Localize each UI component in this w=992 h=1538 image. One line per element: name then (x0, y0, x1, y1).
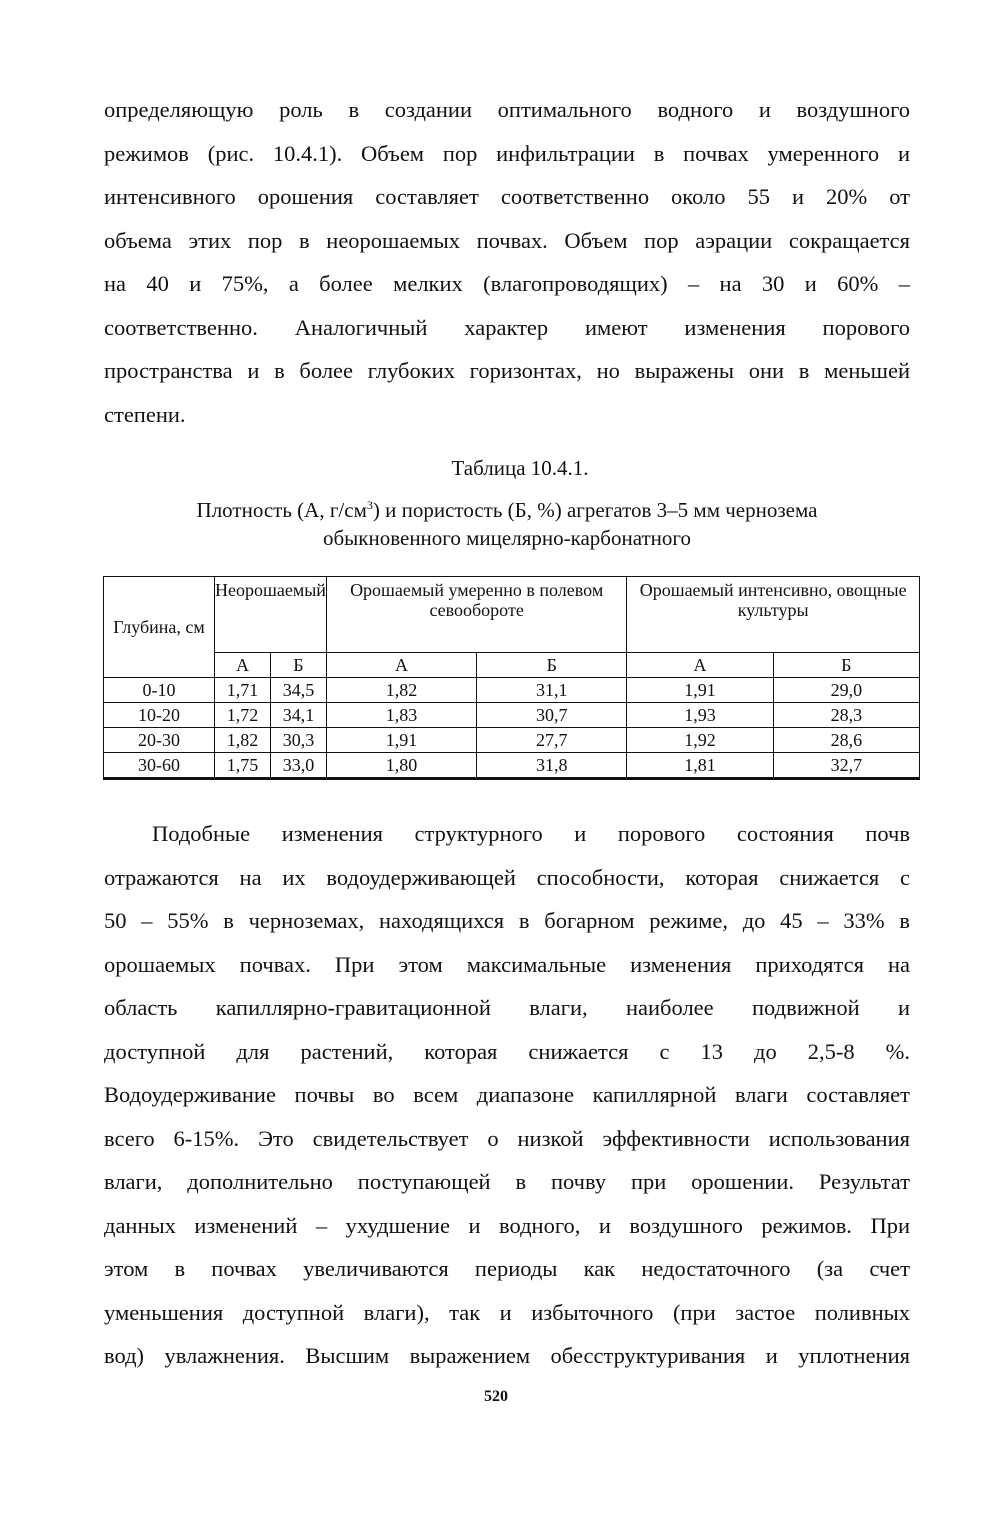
table-cell: 31,8 (477, 753, 627, 779)
table-subheader-row (104, 653, 920, 678)
table-cell: 33,0 (270, 753, 326, 779)
table-cell-depth: 20-30 (104, 728, 215, 753)
table-cell: 1,72 (215, 703, 271, 728)
table-row (104, 753, 920, 779)
table-cell: 30,3 (270, 728, 326, 753)
table-cell: 34,5 (270, 678, 326, 703)
group-header-intensive: Орошаемый интенсивно, овощные культуры (627, 577, 920, 653)
text-line: режимов (рис. 10.4.1). Объем пор инфильтрации в почвах умеренного и (104, 140, 910, 166)
table-row (104, 678, 920, 703)
table-cell: 1,91 (326, 728, 476, 753)
table-cell: 28,3 (773, 703, 919, 728)
group-header-moderate: Орошаемый умеренно в полевом севообороте (326, 577, 626, 653)
table-cell: 32,7 (773, 753, 919, 779)
table-cell-depth: 0-10 (104, 678, 215, 703)
depth-header: Глубина, см (104, 577, 215, 678)
text-line: пространства и в более глубоких горизонтах, но выражены они в меньшей (104, 358, 910, 383)
text-line: интенсивного орошения составляет соответственно около 55 и 20% от (104, 184, 910, 209)
text-line: орошаемых почвах. При этом максимальные изменения приходятся на (104, 951, 910, 977)
table-row (104, 703, 920, 728)
table-title-sup: 3 (366, 498, 373, 512)
table-header-row (104, 577, 920, 653)
table-cell-depth: 30-60 (104, 753, 215, 779)
subheader-b: Б (270, 653, 326, 678)
text-line: объема этих пор в неорошаемых почвах. Объем пор аэрации сокращается (104, 227, 910, 253)
text-line: соответственно. Аналогичный характер имеют изменения порового (104, 314, 910, 340)
table-cell: 27,7 (477, 728, 627, 753)
table-row (104, 728, 920, 753)
table-cell: 1,71 (215, 678, 271, 703)
text-line: Водоудерживание почвы во всем диапазоне капиллярной влаги составляет (104, 1082, 910, 1107)
table-cell: 1,93 (627, 703, 773, 728)
subheader-a: А (627, 653, 773, 678)
table-cell: 1,92 (627, 728, 773, 753)
text-line: уменьшения доступной влаги), так и избыточного (при застое поливных (104, 1299, 910, 1325)
table-title-part1: Плотность (А, г/см (196, 498, 367, 522)
data-table (103, 576, 920, 780)
text-line: всего 6-15%. Это свидетельствует о низкой эффективности использования (104, 1125, 910, 1151)
text-line: область капиллярно-гравитационной влаги, наиболее подвижной и (104, 995, 910, 1020)
table-cell: 29,0 (773, 678, 919, 703)
subheader-b: Б (477, 653, 627, 678)
table-title (104, 496, 910, 552)
paragraph-2 (104, 812, 910, 1378)
text-line: вод) увлажнения. Высшим выражением обесструктуривания и уплотнения (104, 1343, 910, 1368)
table-cell: 31,1 (477, 678, 627, 703)
table-number: Таблица 10.4.1. (451, 456, 589, 480)
text-line: на 40 и 75%, а более мелких (влагопроводящих) – на 30 и 60% – (104, 271, 910, 296)
text-line: 50 – 55% в черноземах, находящихся в богарном режиме, до 45 – 33% в (104, 908, 910, 933)
subheader-a: А (215, 653, 271, 678)
table-cell: 1,81 (627, 753, 773, 779)
text-line: определяющую роль в создании оптимального водного и воздушного (104, 97, 910, 122)
text-line: влаги, дополнительно поступающей в почву при орошении. Результат (104, 1169, 910, 1194)
table-cell-depth: 10-20 (104, 703, 215, 728)
table-cell: 30,7 (477, 703, 627, 728)
page-number: 520 (484, 1388, 508, 1405)
text-line: степени. (104, 401, 186, 427)
table-cell: 1,83 (326, 703, 476, 728)
table-cell: 34,1 (270, 703, 326, 728)
text-line: Подобные изменения структурного и порового состояния почв (152, 821, 910, 846)
text-line: отражаются на их водоудерживающей способности, которая снижается с (104, 864, 910, 890)
table-cell: 1,82 (215, 728, 271, 753)
paragraph-1 (104, 88, 910, 436)
table-title-line2: обыкновенного мицелярно-карбонатного (322, 526, 692, 550)
group-header-nonirrigated: Неорошаемый (215, 577, 327, 653)
table-cell: 28,6 (773, 728, 919, 753)
text-line: доступной для растений, которая снижается с 13 до 2,5-8 %. (104, 1038, 910, 1064)
table-cell: 1,91 (627, 678, 773, 703)
table-cell: 1,75 (215, 753, 271, 779)
subheader-b: Б (773, 653, 919, 678)
table-cell: 1,82 (326, 678, 476, 703)
table-title-part2: ) и пористость (Б, %) агрегатов 3–5 мм чернозема (372, 498, 818, 522)
text-line: данных изменений – ухудшение и водного, и воздушного режимов. При (104, 1212, 910, 1238)
table-cell: 1,80 (326, 753, 476, 779)
text-line: этом в почвах увеличиваются периоды как недостаточного (за счет (104, 1256, 910, 1281)
subheader-a: А (326, 653, 476, 678)
